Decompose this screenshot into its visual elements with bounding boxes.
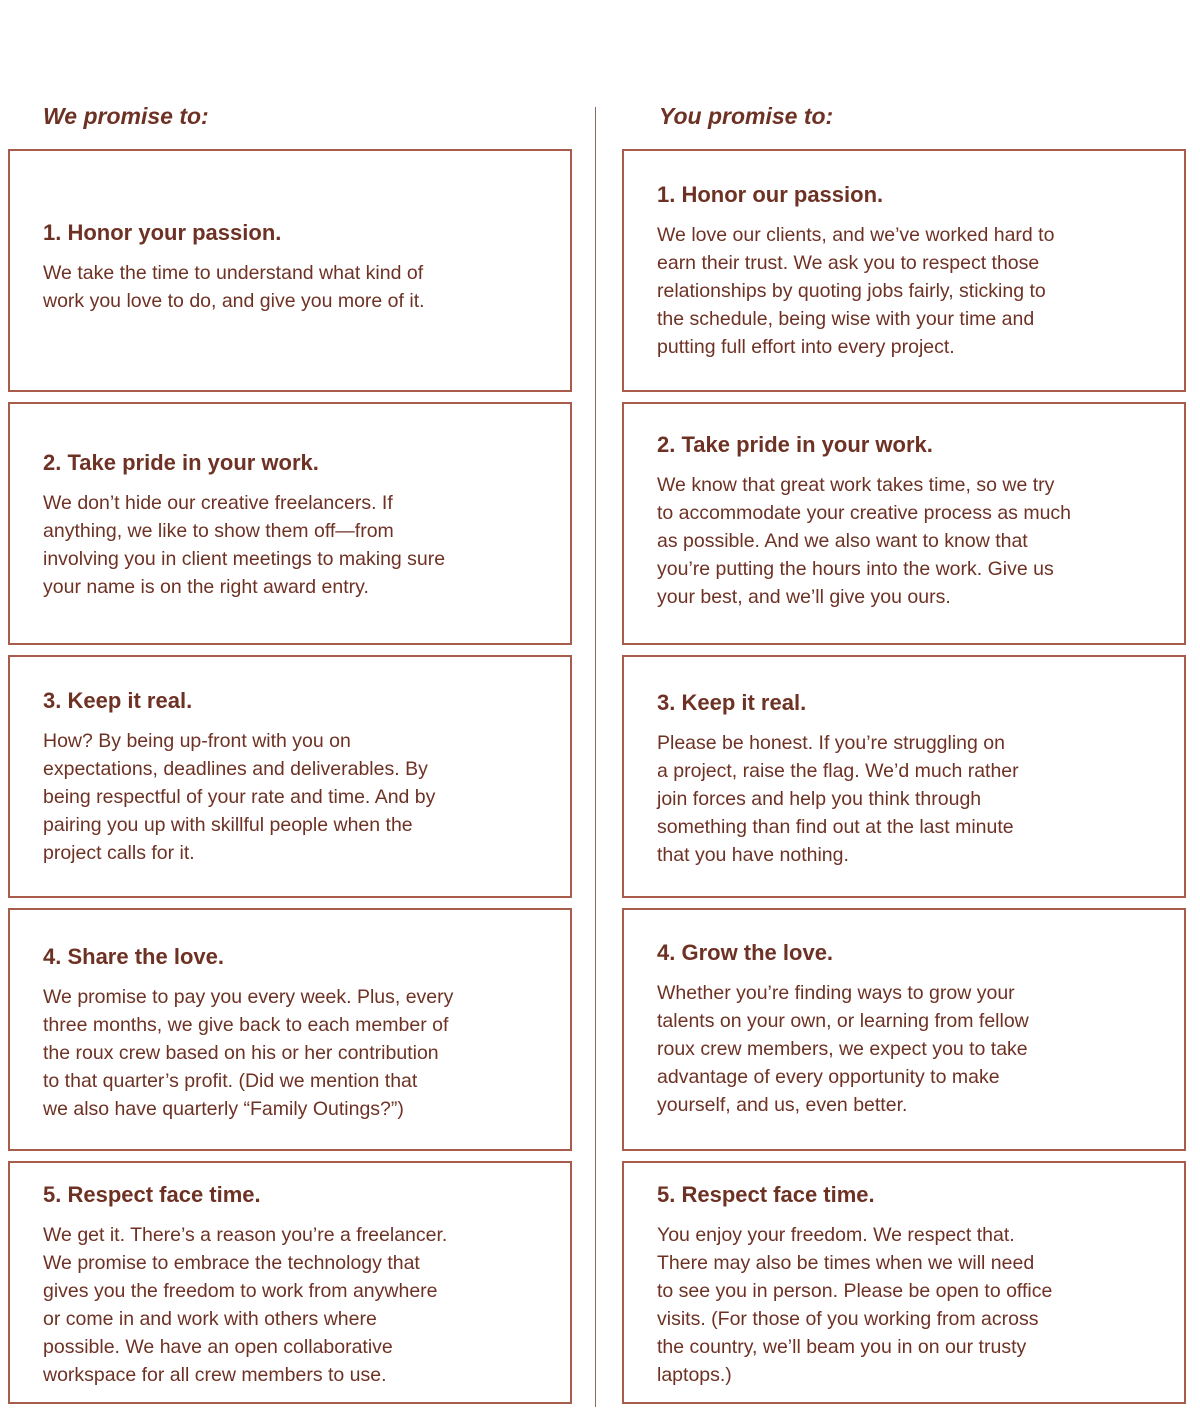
description-line: your name is on the right award entry. xyxy=(43,576,369,598)
right-promise-card xyxy=(622,908,1186,1151)
description-line: We don’t hide our creative freelancers. If xyxy=(43,492,393,514)
description-line: There may also be times when we will need xyxy=(657,1252,1035,1274)
promise-description xyxy=(657,979,1157,1119)
description-line: to that quarter’s profit. (Did we mention that xyxy=(43,1070,418,1092)
description-line: How? By being up-front with you on xyxy=(43,730,351,752)
description-line: advantage of every opportunity to make xyxy=(657,1066,1000,1088)
description-line: putting full effort into every project. xyxy=(657,336,955,358)
description-line: workspace for all crew members to use. xyxy=(43,1364,387,1386)
promise-description xyxy=(43,1221,543,1389)
description-line: Please be honest. If you’re struggling on xyxy=(657,732,1005,754)
promise-description xyxy=(43,489,543,601)
description-line: something than find out at the last minute xyxy=(657,816,1014,838)
description-line: the country, we’ll beam you in on our trusty xyxy=(657,1336,1027,1358)
promise-description xyxy=(657,729,1157,869)
promise-title: 4. Grow the love. xyxy=(657,940,834,965)
right-promise-card xyxy=(622,655,1186,898)
promise-description xyxy=(43,727,543,867)
description-line: We promise to pay you every week. Plus, every xyxy=(43,986,454,1008)
left-promise-card xyxy=(8,149,572,392)
description-line: project calls for it. xyxy=(43,842,195,864)
description-line: laptops.) xyxy=(657,1364,732,1386)
left-promise-card xyxy=(8,402,572,645)
promise-title: 5. Respect face time. xyxy=(43,1182,261,1207)
description-line: three months, we give back to each member of xyxy=(43,1014,449,1036)
promise-title: 3. Keep it real. xyxy=(43,688,193,713)
description-line: We take the time to understand what kind of xyxy=(43,262,424,284)
description-line: your best, and we’ll give you ours. xyxy=(657,586,951,608)
description-line: We promise to embrace the technology that xyxy=(43,1252,420,1274)
left-column-heading: We promise to: xyxy=(43,103,209,129)
description-line: that you have nothing. xyxy=(657,844,849,866)
description-line: we also have quarterly “Family Outings?”) xyxy=(43,1098,404,1120)
description-line: as possible. And we also want to know that xyxy=(657,530,1028,552)
description-line: work you love to do, and give you more of it. xyxy=(43,290,425,312)
promise-description xyxy=(43,259,543,315)
description-line: earn their trust. We ask you to respect those xyxy=(657,252,1040,274)
description-line: the roux crew based on his or her contribution xyxy=(43,1042,439,1064)
description-line: to see you in person. Please be open to office xyxy=(657,1280,1053,1302)
description-line: Whether you’re finding ways to grow your xyxy=(657,982,1015,1004)
left-promise-card xyxy=(8,908,572,1151)
description-line: We get it. There’s a reason you’re a freelancer. xyxy=(43,1224,448,1246)
description-line: pairing you up with skillful people when the xyxy=(43,814,413,836)
promise-title: 3. Keep it real. xyxy=(657,690,807,715)
promise-title: 2. Take pride in your work. xyxy=(657,432,933,457)
description-line: you’re putting the hours into the work. Give us xyxy=(657,558,1054,580)
promise-title: 1. Honor your passion. xyxy=(43,220,282,245)
description-line: to accommodate your creative process as much xyxy=(657,502,1072,524)
promise-title: 4. Share the love. xyxy=(43,944,224,969)
description-line: the schedule, being wise with your time and xyxy=(657,308,1035,330)
right-promise-card xyxy=(622,149,1186,392)
promise-title: 5. Respect face time. xyxy=(657,1182,875,1207)
description-line: roux crew members, we expect you to take xyxy=(657,1038,1028,1060)
description-line: yourself, and us, even better. xyxy=(657,1094,908,1116)
description-line: or come in and work with others where xyxy=(43,1308,377,1330)
description-line: You enjoy your freedom. We respect that. xyxy=(657,1224,1015,1246)
right-promise-card xyxy=(622,1161,1186,1404)
promise-title: 1. Honor our passion. xyxy=(657,182,884,207)
description-line: visits. (For those of you working from across xyxy=(657,1308,1039,1330)
column-divider xyxy=(595,107,596,1407)
right-promise-card xyxy=(622,402,1186,645)
promise-description xyxy=(657,1221,1157,1389)
description-line: being respectful of your rate and time. And by xyxy=(43,786,436,808)
description-line: involving you in client meetings to making sure xyxy=(43,548,446,570)
promise-title: 2. Take pride in your work. xyxy=(43,450,319,475)
description-line: a project, raise the flag. We’d much rather xyxy=(657,760,1019,782)
description-line: anything, we like to show them off—from xyxy=(43,520,394,542)
promise-description xyxy=(43,983,543,1123)
description-line: We love our clients, and we’ve worked hard to xyxy=(657,224,1055,246)
promise-description xyxy=(657,471,1157,611)
description-line: expectations, deadlines and deliverables. By xyxy=(43,758,428,780)
description-line: possible. We have an open collaborative xyxy=(43,1336,393,1358)
description-line: gives you the freedom to work from anywhere xyxy=(43,1280,438,1302)
description-line: talents on your own, or learning from fellow xyxy=(657,1010,1029,1032)
left-promise-card xyxy=(8,1161,572,1404)
description-line: relationships by quoting jobs fairly, sticking to xyxy=(657,280,1046,302)
right-column-heading: You promise to: xyxy=(659,103,834,129)
left-promise-card xyxy=(8,655,572,898)
promise-description xyxy=(657,221,1157,361)
description-line: We know that great work takes time, so we try xyxy=(657,474,1055,496)
description-line: join forces and help you think through xyxy=(657,788,982,810)
